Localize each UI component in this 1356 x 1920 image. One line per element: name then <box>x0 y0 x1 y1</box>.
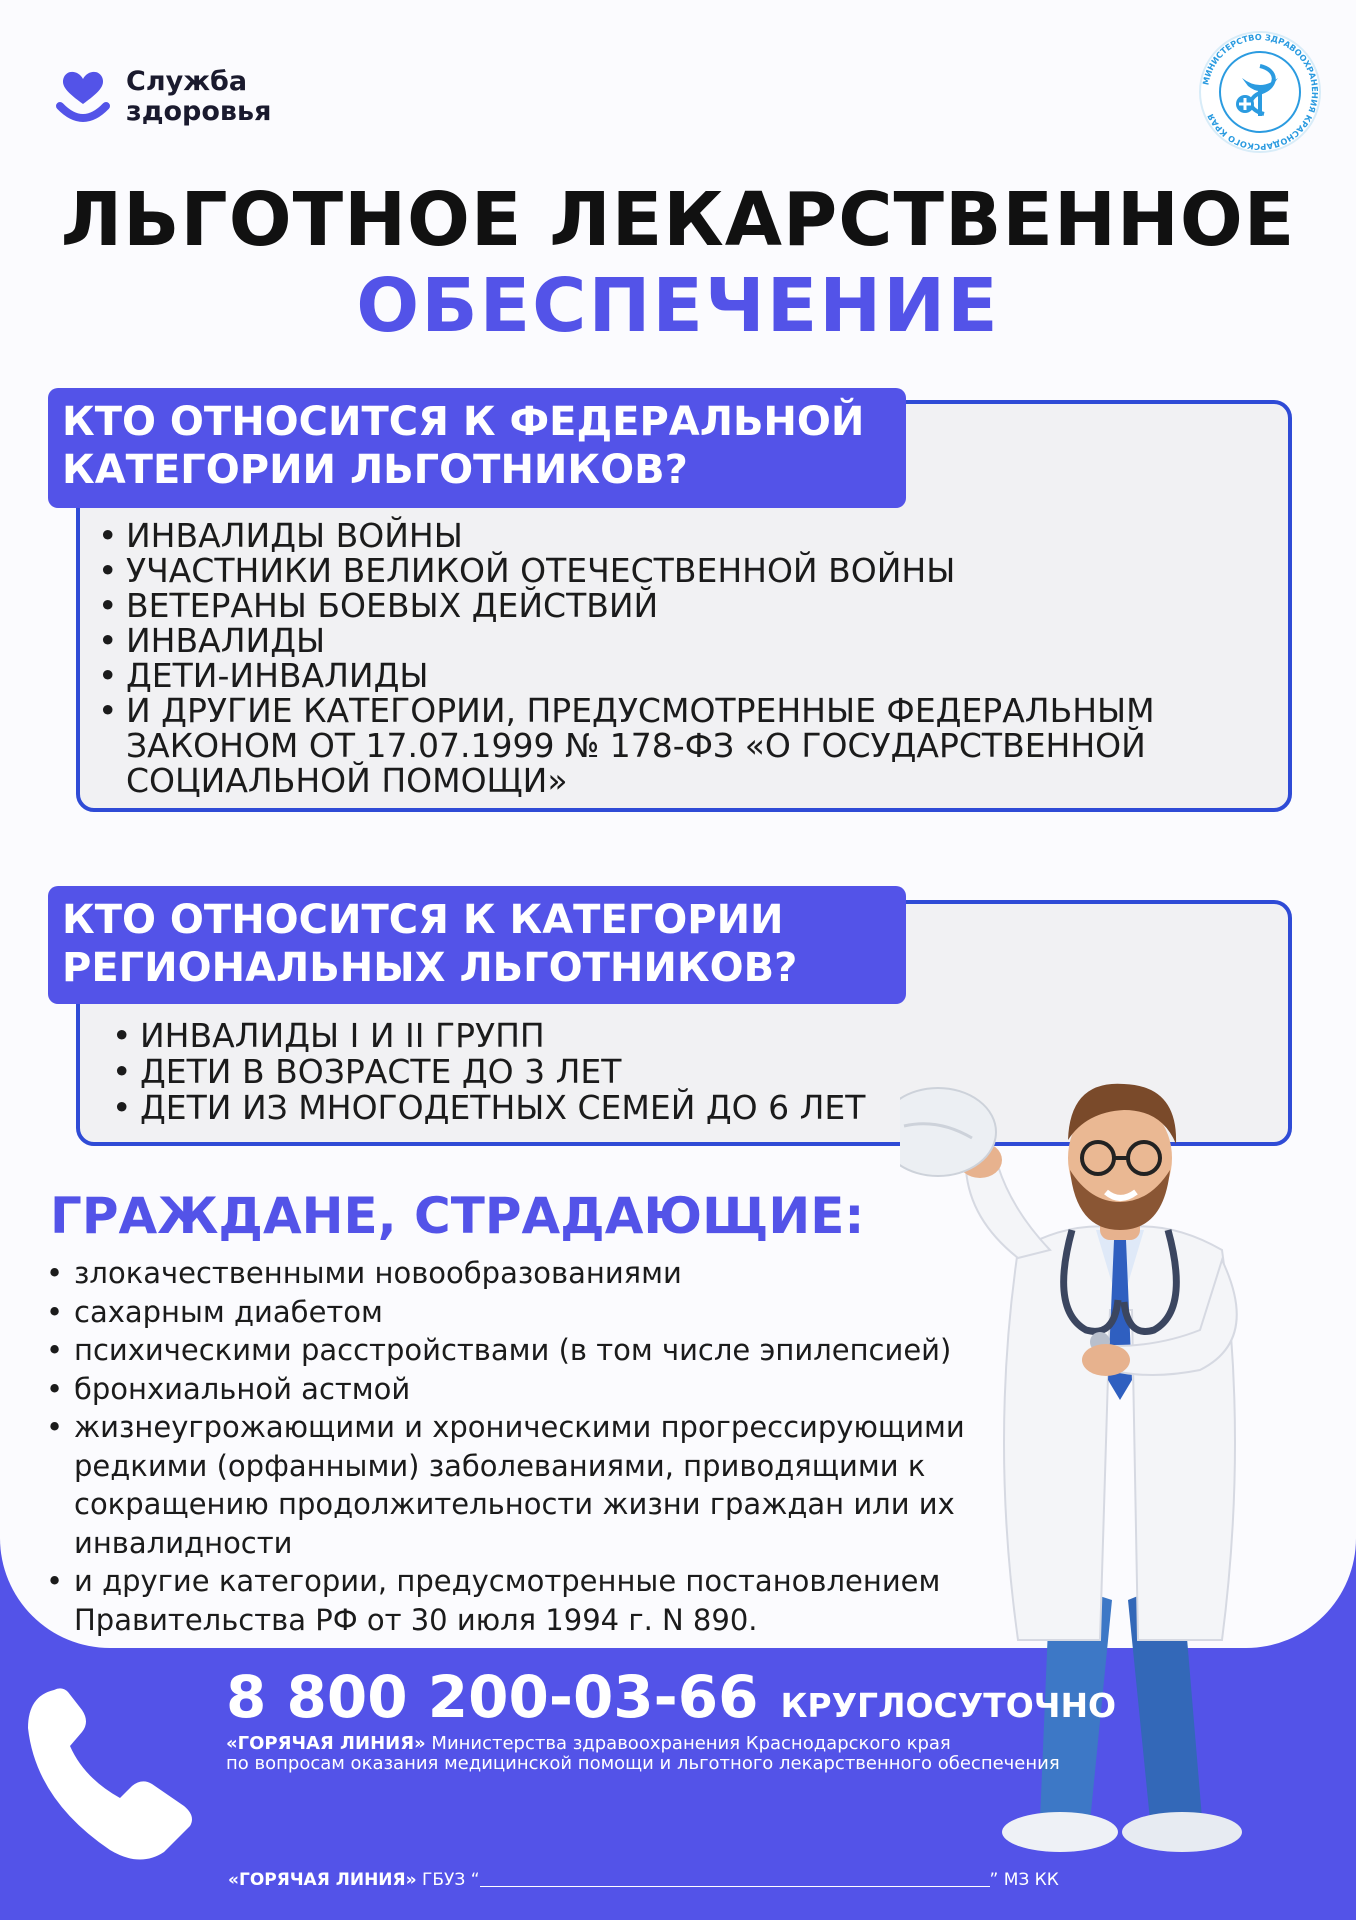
list-item: • ИНВАЛИДЫ ВОЙНЫ <box>92 518 1282 553</box>
list-item: • психическими расстройствами (в том числе эпилепсией) <box>40 1331 1080 1370</box>
list-item: • и другие категории, предусмотренные постановлением Правительства РФ от 30 июля 1994 г. N 890. <box>40 1562 1080 1639</box>
phone-handset-icon <box>14 1680 214 1870</box>
ministry-seal-icon <box>1198 30 1322 154</box>
list-item: • злокачественными новообразованиями <box>40 1254 1080 1293</box>
hotline-phone-number[interactable]: 8 800 200-03-66 <box>226 1663 759 1731</box>
hotline-phone-row <box>226 1664 1116 1730</box>
hotline-desc-line-2: по вопросам оказания медицинской помощи и льготного лекарственного обеспечения <box>226 1753 1060 1774</box>
list-item: • сахарным диабетом <box>40 1293 1080 1332</box>
footer-fill-in-blank <box>480 1886 990 1887</box>
hotline-label: «ГОРЯЧАЯ ЛИНИЯ» <box>226 1733 426 1754</box>
regional-heading-line-2: РЕГИОНАЛЬНЫХ ЛЬГОТНИКОВ? <box>62 945 798 991</box>
federal-heading <box>48 388 906 508</box>
regional-heading <box>48 886 906 1004</box>
federal-heading-line-2: КАТЕГОРИИ ЛЬГОТНИКОВ? <box>62 447 688 493</box>
page-title-line-2: ОБЕСПЕЧЕНИЕ <box>356 263 1000 349</box>
list-item: • ИНВАЛИДЫ <box>92 623 1282 658</box>
regional-heading-line-1: КТО ОТНОСИТСЯ К КАТЕГОРИИ <box>62 897 784 943</box>
footer-hotline <box>228 1870 1059 1890</box>
list-item: • жизнеугрожающими и хроническими прогрессирующими редкими (орфанными) заболеваниями, приводящими к сокращению продолжительности жизни граждан или их инвалидности <box>40 1408 1080 1562</box>
brand-line-2: здоровья <box>126 96 272 127</box>
seal-text: МИНИСТЕРСТВО ЗДРАВООХРАНЕНИЯ КРАСНОДАРСКОГО КРАЯ <box>1200 31 1321 153</box>
hotline-block <box>226 1664 1116 1774</box>
hotline-description <box>226 1734 1116 1774</box>
list-item: • И ДРУГИЕ КАТЕГОРИИ, ПРЕДУСМОТРЕННЫЕ ФЕДЕРАЛЬНЫМ ЗАКОНОМ ОТ 17.07.1999 № 178-ФЗ «О ГОСУДАРСТВЕННОЙ СОЦИАЛЬНОЙ ПОМОЩИ» <box>92 693 1282 798</box>
list-item: • ВЕТЕРАНЫ БОЕВЫХ ДЕЙСТВИЙ <box>92 588 1282 623</box>
list-item: • ДЕТИ В ВОЗРАСТЕ ДО 3 ЛЕТ <box>106 1054 1106 1090</box>
page-title-line-1: ЛЬГОТНОЕ ЛЕКАРСТВЕННОЕ <box>60 177 1296 263</box>
list-item: • бронхиальной астмой <box>40 1370 1080 1409</box>
citizens-heading: ГРАЖДАНЕ, СТРАДАЮЩИЕ: <box>50 1187 865 1245</box>
hotline-hours: КРУГЛОСУТОЧНО <box>780 1686 1117 1725</box>
heart-smile-logo-icon <box>52 66 114 128</box>
list-item: • ДЕТИ-ИНВАЛИДЫ <box>92 658 1282 693</box>
brand-line-1: Служба <box>126 66 248 97</box>
list-item: • ИНВАЛИДЫ I И II ГРУПП <box>106 1018 1106 1054</box>
list-item: • ДЕТИ ИЗ МНОГОДЕТНЫХ СЕМЕЙ ДО 6 ЛЕТ <box>106 1090 1106 1126</box>
list-item: • УЧАСТНИКИ ВЕЛИКОЙ ОТЕЧЕСТВЕННОЙ ВОЙНЫ <box>92 553 1282 588</box>
footer-label: «ГОРЯЧАЯ ЛИНИЯ» <box>228 1870 417 1890</box>
footer-org-prefix: ГБУЗ “ <box>416 1870 480 1890</box>
federal-heading-line-1: КТО ОТНОСИТСЯ К ФЕДЕРАЛЬНОЙ <box>62 399 865 445</box>
brand-logo <box>52 66 271 128</box>
footer-org-suffix: ” МЗ КК <box>989 1870 1059 1890</box>
brand-name <box>126 67 271 127</box>
federal-list <box>92 518 1282 798</box>
hotline-desc-line-1: Министерства здравоохранения Краснодарского края <box>425 1733 951 1754</box>
